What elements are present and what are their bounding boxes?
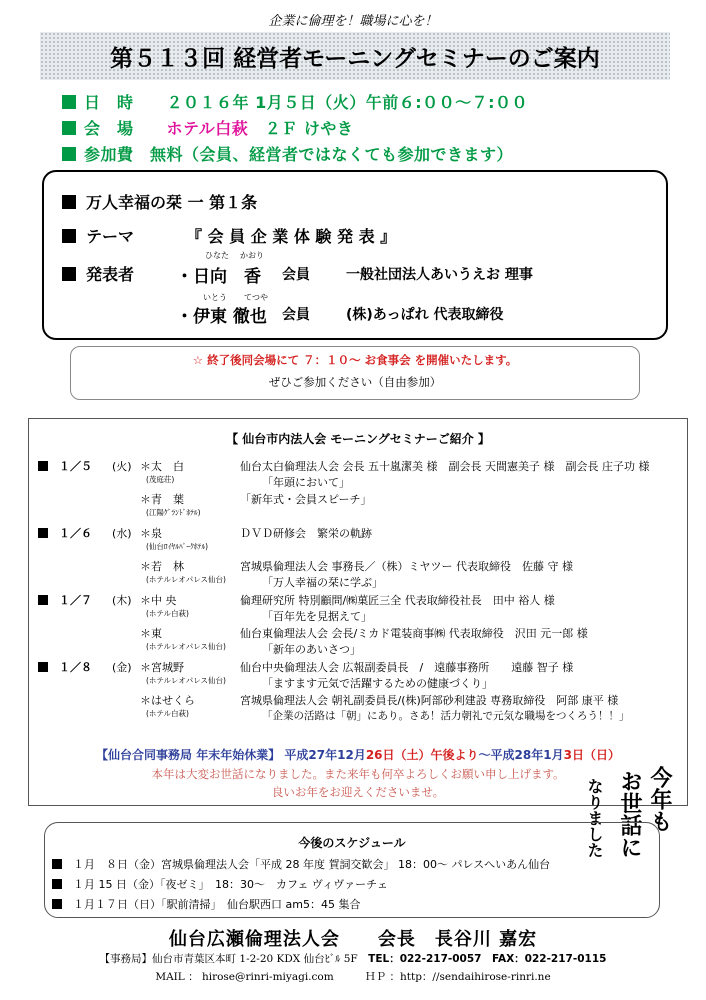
talk-title: 「万人幸福の栞に学ぶ」 [262, 576, 383, 589]
square-bullet-icon [38, 528, 48, 538]
day-dow: (木) [112, 594, 132, 607]
speaker-1-org: 一般社団法人あいうえお 理事 [346, 267, 533, 283]
venue-label: 会 場 [84, 119, 134, 138]
chapter-name: ＊中 央 [140, 594, 177, 607]
schedule-item: １月 ８日（金）宮城県倫理法人会「平成 28 年度 賀詞交歓会」 18：00～ パレスへいあん仙台 [52, 856, 550, 872]
square-bullet-icon [62, 121, 76, 135]
day-date: １／５ [38, 458, 92, 474]
chapter-venue: (ホテル白萩) [146, 609, 189, 618]
square-bullet-icon [52, 879, 62, 889]
day-dow: (水) [112, 527, 132, 540]
schedule-item: １月 15 日（金）「夜ゼミ」 18：30～ カフェ ヴィヴァーチェ [52, 876, 388, 892]
square-bullet-icon [62, 195, 76, 209]
holiday-start-day: 26日（土）午後より [365, 748, 479, 762]
chapter-name: ＊宮城野 [140, 661, 184, 674]
talk-title: 「百年先を見据えて」 [262, 610, 372, 623]
tel-fax: TEL：022-217-0057 FAX：022-217-0115 [368, 953, 607, 965]
schedule-title: 今後のスケジュール [298, 836, 406, 850]
talk-title: 「年頭において」 [262, 476, 350, 489]
square-bullet-icon [62, 95, 76, 109]
calligraphy-col-2: お世話に [617, 770, 642, 858]
intro-title: 【 仙台市内法人会 モーニングセミナーご紹介 】 [226, 432, 490, 446]
speaker-label: 発表者 [86, 265, 135, 284]
speaker-1-ruby-given: かおり [240, 251, 264, 260]
program-theme [62, 224, 134, 247]
speaker-detail: 宮城県倫理法人会 朝礼副委員長/(株)阿部砂利建設 専務取締役 阿部 康平 様 [240, 694, 619, 707]
talk-title: 「企業の活路は「朝」にあり。さあ！活力朝礼で元気な職場をつくろう！！」 [262, 710, 630, 722]
office-address [0, 951, 706, 966]
greeting-line-2: 良いお年をお迎えくださいませ。 [271, 785, 445, 799]
contact-web [0, 969, 706, 984]
square-bullet-icon [38, 595, 48, 605]
program-principle [62, 190, 257, 213]
day-dow: (金) [112, 661, 132, 674]
speaker-detail: 倫理研究所 特別顧問/㈱菓匠三全 代表取締役社長 田中 裕人 様 [240, 594, 555, 607]
venue-hotel: ホテル白萩 [166, 119, 249, 138]
day-date: １／８ [38, 659, 92, 675]
schedule-item: １月１７日（日）「駅前清掃」 仙台駅西口 am5：45 集合 [52, 896, 360, 912]
speaker-detail: ＤＶＤ研修会 繁栄の軌跡 [240, 527, 372, 540]
square-bullet-icon [38, 662, 48, 672]
greeting-line-1: 本年は大変お世話になりました。また来年も何卒よろしくお願い申し上げます。 [151, 767, 565, 781]
speaker-detail: 仙台東倫理法人会 会長/ミカド電装商事㈱ 代表取締役 沢田 元一郎 様 [240, 627, 588, 640]
notice-dinner: ☆ 終了後同会場にて ７：１０～ お食事会 を開催いたします。 [192, 353, 518, 367]
chapter-venue: (茂庭荘) [146, 475, 175, 484]
date-label: 日 時 [84, 93, 134, 112]
email-link[interactable]: MAIL ： hirose@rinri-miyagi.com [155, 971, 334, 983]
program-speaker [62, 262, 134, 285]
chapter-venue: (ホテルレオパレス仙台) [146, 642, 226, 651]
chapter-name: ＊若 林 [140, 560, 184, 573]
speaker-2-role: 会員 [282, 307, 310, 323]
fee-value: 無料（会員、経営者ではなくても参加できます） [150, 145, 514, 164]
venue-room: ２Ｆ けやき [264, 119, 354, 138]
tagline: 企業に倫理を！職場に心を！ [268, 14, 438, 29]
theme-label: テーマ [86, 227, 135, 246]
date-value: ２０１６年 1月５日（火）午前６:００～７:００ [166, 93, 529, 112]
speaker-2-ruby-family: いとう [203, 293, 227, 302]
homepage-link[interactable]: ＨＰ ：http：//sendaihirose-rinri.ne [365, 971, 551, 983]
square-bullet-icon [62, 229, 76, 243]
page-title: 第５１３回 経営者モーニングセミナーのご案内 [110, 46, 600, 72]
speaker-detail: 仙台太白倫理法人会 会長 五十嵐潔美 様 副会長 天間憲美子 様 副会長 庄子功 様 [240, 460, 650, 473]
chapter-venue: (江陽ｸﾞﾗﾝﾄﾞﾎﾃﾙ) [146, 508, 201, 517]
speaker-detail: 仙台中央倫理法人会 広報副委員長 / 遠藤事務所 遠藤 智子 様 [240, 661, 574, 674]
info-venue [62, 116, 353, 139]
notice-free: ぜひご参加ください（自由参加） [268, 375, 442, 389]
speaker-2-name: ・伊東 徹也 [176, 307, 267, 327]
calligraphy-col-1: 今年も [647, 766, 672, 832]
square-bullet-icon [52, 859, 62, 869]
principle-text: 万人幸福の栞 一 第１条 [86, 193, 258, 212]
day-date: １／６ [38, 525, 92, 541]
speaker-1-ruby-family: ひなた [205, 251, 229, 260]
organization-name: 仙台広瀬倫理法人会 会長 長谷川 嘉宏 [168, 929, 538, 950]
day-dow: (火) [112, 460, 132, 473]
chapter-venue: (ホテルレオパレス仙台) [146, 676, 226, 685]
theme-value: 『 会 員 企 業 体 験 発 表 』 [186, 227, 397, 246]
square-bullet-icon [62, 147, 76, 161]
chapter-name: ＊泉 [140, 527, 162, 540]
holiday-head: 【仙台合同事務局 年末年始休業】 [96, 748, 281, 762]
holiday-end-month: ～平成28年1月 [478, 748, 564, 762]
holiday-start-month: 平成27年12月 [284, 748, 366, 762]
speaker-detail: 宮城県倫理法人会 事務長／（株）ミヤツー 代表取締役 佐藤 守 様 [240, 560, 573, 573]
speaker-1-role: 会員 [282, 267, 310, 283]
chapter-name: ＊はせくら [140, 694, 195, 707]
talk-title: 「新年式・会員スピーチ」 [240, 493, 372, 506]
chapter-venue: (ホテルレオパレス仙台) [146, 575, 226, 584]
chapter-name: ＊青 葉 [140, 493, 184, 506]
fee-label: 参加費 [84, 145, 134, 164]
info-date [62, 90, 528, 113]
speaker-2-org: (株)あっぱれ 代表取締役 [346, 307, 504, 323]
address-text: 【事務局】仙台市青葉区本町 1-2-20 KDX 仙台ﾋﾞﾙ 5F [99, 953, 358, 965]
chapter-name: ＊東 [140, 627, 162, 640]
speaker-1-name: ・日向 香 [176, 267, 261, 287]
chapter-venue: (ホテル白萩) [146, 709, 189, 718]
holiday-end-day: 3日（日） [563, 748, 620, 762]
info-fee [62, 142, 513, 165]
speaker-2-ruby-given: てつや [244, 293, 268, 302]
square-bullet-icon [62, 267, 76, 281]
square-bullet-icon [38, 461, 48, 471]
square-bullet-icon [52, 899, 62, 909]
holiday-notice [28, 746, 688, 763]
chapter-venue: (仙台ﾛｲﾔﾙﾊﾟｰｸﾎﾃﾙ) [146, 542, 209, 551]
chapter-name: ＊太 白 [140, 460, 184, 473]
talk-title: 「新年のあいさつ」 [262, 643, 361, 656]
day-date: １／７ [38, 592, 92, 608]
talk-title: 「ますます元気で活躍するための健康づくり」 [262, 677, 493, 690]
calligraphy-col-3: なりました [585, 778, 604, 858]
